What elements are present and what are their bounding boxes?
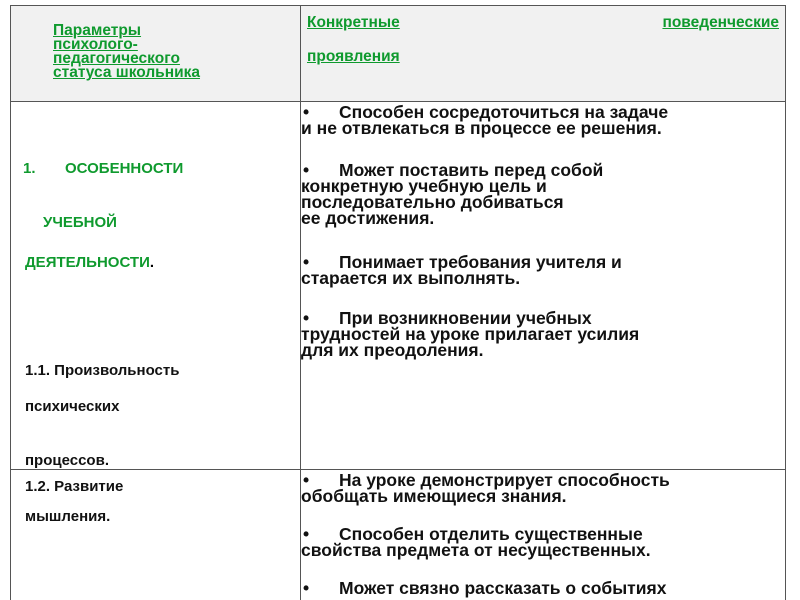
list-item bbox=[301, 254, 783, 286]
list-item bbox=[301, 580, 783, 596]
header-parameters-line: психолого- bbox=[53, 36, 138, 53]
list-item-text: Может связно рассказать о событиях bbox=[339, 578, 667, 598]
bullet-icon: • bbox=[303, 470, 310, 490]
list-item bbox=[301, 472, 783, 504]
header-manifestations-line1 bbox=[307, 14, 779, 32]
list-item-text: и не отвлекаться в процессе ее решения. bbox=[301, 118, 662, 138]
list-item-text: трудностей на уроке прилагает усилия bbox=[301, 324, 640, 344]
subsection-title-line: процессов. bbox=[25, 452, 109, 469]
header-cell-parameters bbox=[11, 6, 301, 102]
subsection-title-line: 1.2. Развитие bbox=[25, 478, 124, 495]
header-parameters-line: статуса школьника bbox=[53, 64, 200, 81]
list-item-text: свойства предмета от несущественных. bbox=[301, 540, 651, 560]
section-number: 1. bbox=[23, 160, 36, 177]
section2-manifestations-cell bbox=[301, 470, 786, 600]
list-item-text: Понимает требования учителя и bbox=[339, 252, 622, 272]
header-manifestations-line2: проявления bbox=[307, 48, 400, 65]
section1-manifestations-cell bbox=[301, 102, 786, 470]
bullet-icon: • bbox=[303, 524, 310, 544]
list-item-text: конкретную учебную цель и bbox=[301, 176, 547, 196]
list-item bbox=[301, 104, 783, 136]
section-title-line: УЧЕБНОЙ bbox=[43, 214, 117, 231]
list-item-text: для их преодоления. bbox=[301, 340, 484, 360]
header-parameters-line: Параметры bbox=[53, 22, 142, 39]
list-item-text: обобщать имеющиеся знания. bbox=[301, 486, 567, 506]
list-item-text: Способен отделить существенные bbox=[339, 524, 643, 544]
table-row bbox=[11, 470, 786, 600]
list-item-text: На уроке демонстрирует способность bbox=[339, 470, 670, 490]
section-title-line bbox=[25, 254, 154, 271]
table-row bbox=[11, 102, 786, 470]
list-item-text: Может поставить перед собой bbox=[339, 160, 604, 180]
list-item bbox=[301, 526, 783, 558]
list-item-text: ее достижения. bbox=[301, 208, 435, 228]
bullet-icon: • bbox=[303, 308, 310, 328]
list-item bbox=[301, 162, 783, 226]
header-cell-manifestations bbox=[301, 6, 786, 102]
bullet-icon: • bbox=[303, 578, 310, 598]
section1-parameter-cell bbox=[11, 102, 301, 470]
parameters-table bbox=[10, 5, 786, 600]
header-parameters-title bbox=[53, 24, 293, 80]
list-item-text: старается их выполнять. bbox=[301, 268, 521, 288]
header-word: Конкретные bbox=[307, 14, 400, 31]
list-item bbox=[301, 310, 783, 358]
header-parameters-line: педагогического bbox=[53, 50, 180, 67]
subsection-title-line: мышления. bbox=[25, 508, 111, 525]
subsection-title-line: 1.1. Произвольность bbox=[25, 362, 180, 379]
list-item-text: Способен сосредоточиться на задаче bbox=[339, 102, 669, 122]
subsection-title-line: психических bbox=[25, 398, 120, 415]
section2-parameter-cell bbox=[11, 470, 301, 600]
section-title-text: ДЕЯТЕЛЬНОСТИ bbox=[25, 254, 150, 271]
list-item-text: При возникновении учебных bbox=[339, 308, 592, 328]
header-word: поведенческие bbox=[662, 14, 779, 31]
bullet-icon: • bbox=[303, 160, 310, 180]
section-title-dot: . bbox=[149, 254, 155, 271]
bullet-icon: • bbox=[303, 102, 310, 122]
list-item-text: последовательно добиваться bbox=[301, 192, 564, 212]
bullet-icon: • bbox=[303, 252, 310, 272]
table-header-row bbox=[11, 6, 786, 102]
section-title-line: ОСОБЕННОСТИ bbox=[65, 160, 184, 177]
